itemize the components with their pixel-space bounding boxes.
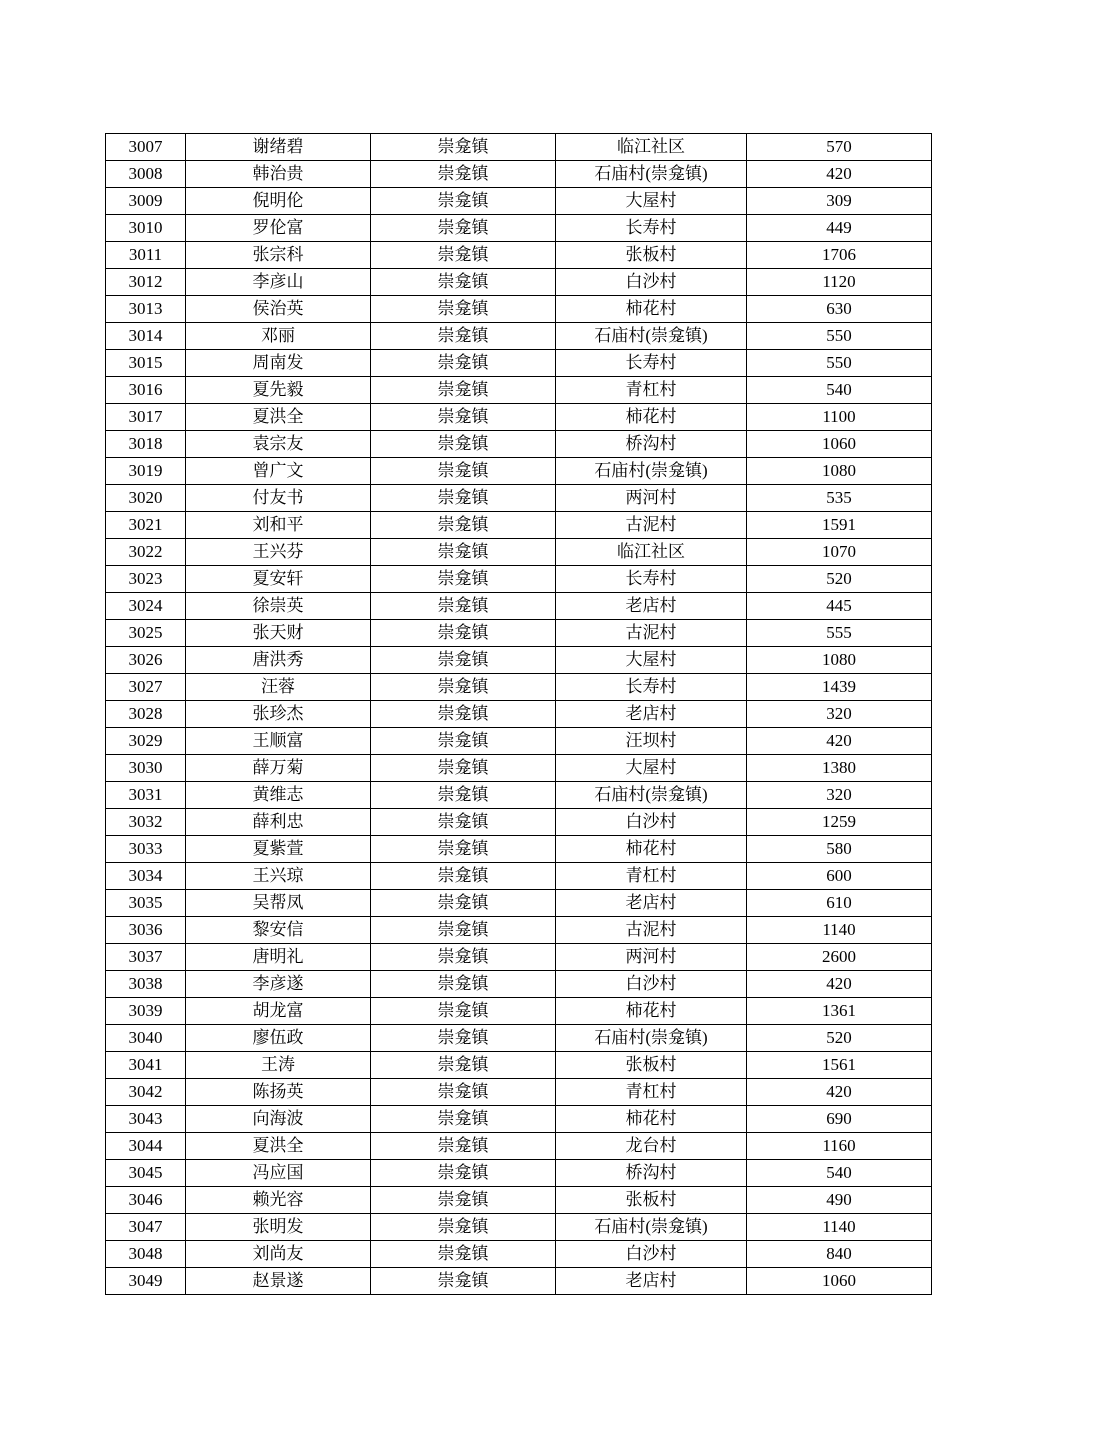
table-cell-id: 3032 [106,809,186,836]
table-cell-amount: 610 [747,890,932,917]
table-cell-id: 3021 [106,512,186,539]
table-cell-amount: 570 [747,134,932,161]
table-cell-amount: 309 [747,188,932,215]
table-cell-town: 崇龛镇 [371,998,556,1025]
table-cell-town: 崇龛镇 [371,917,556,944]
table-cell-id: 3038 [106,971,186,998]
table-cell-id: 3035 [106,890,186,917]
table-cell-village: 汪坝村 [556,728,747,755]
table-cell-id: 3012 [106,269,186,296]
table-cell-town: 崇龛镇 [371,296,556,323]
table-cell-amount: 580 [747,836,932,863]
table-cell-name: 陈扬英 [186,1079,371,1106]
table-row [106,350,932,377]
table-cell-name: 黎安信 [186,917,371,944]
table-cell-id: 3008 [106,161,186,188]
table-cell-town: 崇龛镇 [371,1025,556,1052]
table-row [106,485,932,512]
table-cell-id: 3031 [106,782,186,809]
table-cell-amount: 1100 [747,404,932,431]
table-cell-town: 崇龛镇 [371,971,556,998]
table-cell-village: 桥沟村 [556,431,747,458]
table-cell-town: 崇龛镇 [371,1268,556,1295]
table-cell-village: 白沙村 [556,971,747,998]
table-cell-village: 白沙村 [556,269,747,296]
table-cell-name: 唐明礼 [186,944,371,971]
table-cell-name: 袁宗友 [186,431,371,458]
table-cell-amount: 600 [747,863,932,890]
table-cell-name: 谢绪碧 [186,134,371,161]
table-cell-amount: 445 [747,593,932,620]
table-cell-name: 刘尚友 [186,1241,371,1268]
table-row [106,431,932,458]
table-cell-name: 张宗科 [186,242,371,269]
table-cell-name: 刘和平 [186,512,371,539]
table-cell-amount: 1140 [747,1214,932,1241]
table-cell-name: 冯应国 [186,1160,371,1187]
table-cell-id: 3024 [106,593,186,620]
table-cell-id: 3039 [106,998,186,1025]
table-cell-id: 3049 [106,1268,186,1295]
table-cell-name: 张天财 [186,620,371,647]
table-cell-id: 3009 [106,188,186,215]
table-cell-amount: 550 [747,350,932,377]
table-cell-village: 石庙村(崇龛镇) [556,161,747,188]
table-cell-village: 石庙村(崇龛镇) [556,1025,747,1052]
table-cell-town: 崇龛镇 [371,836,556,863]
table-cell-id: 3036 [106,917,186,944]
table-cell-name: 徐崇英 [186,593,371,620]
table-cell-name: 曾广文 [186,458,371,485]
table-row [106,296,932,323]
table-row [106,944,932,971]
table-row [106,539,932,566]
table-cell-id: 3010 [106,215,186,242]
table-cell-village: 青杠村 [556,863,747,890]
table-cell-town: 崇龛镇 [371,323,556,350]
table-cell-town: 崇龛镇 [371,431,556,458]
table-cell-village: 长寿村 [556,674,747,701]
table-cell-id: 3014 [106,323,186,350]
table-cell-town: 崇龛镇 [371,1160,556,1187]
table-cell-id: 3015 [106,350,186,377]
table-cell-town: 崇龛镇 [371,1133,556,1160]
table-row [106,188,932,215]
table-cell-amount: 520 [747,566,932,593]
table-cell-town: 崇龛镇 [371,134,556,161]
table-cell-name: 廖伍政 [186,1025,371,1052]
table-cell-town: 崇龛镇 [371,1187,556,1214]
table-cell-amount: 1140 [747,917,932,944]
table-cell-amount: 1070 [747,539,932,566]
table-row [106,269,932,296]
table-cell-village: 大屋村 [556,755,747,782]
table-row [106,755,932,782]
table-cell-village: 张板村 [556,1052,747,1079]
table-cell-name: 韩治贵 [186,161,371,188]
table-row [106,593,932,620]
table-cell-town: 崇龛镇 [371,242,556,269]
table-cell-village: 青杠村 [556,377,747,404]
table-cell-amount: 1160 [747,1133,932,1160]
table-cell-id: 3017 [106,404,186,431]
table-cell-village: 白沙村 [556,809,747,836]
table-cell-id: 3029 [106,728,186,755]
table-cell-village: 张板村 [556,1187,747,1214]
table-cell-village: 古泥村 [556,512,747,539]
table-cell-amount: 550 [747,323,932,350]
table-cell-amount: 2600 [747,944,932,971]
table-cell-village: 青杠村 [556,1079,747,1106]
table-cell-amount: 420 [747,161,932,188]
table-cell-village: 石庙村(崇龛镇) [556,323,747,350]
table-cell-amount: 1120 [747,269,932,296]
table-cell-village: 老店村 [556,1268,747,1295]
table-cell-amount: 1380 [747,755,932,782]
table-cell-amount: 1060 [747,1268,932,1295]
table-cell-id: 3034 [106,863,186,890]
table-cell-id: 3042 [106,1079,186,1106]
table-row [106,215,932,242]
table-row [106,863,932,890]
table-cell-village: 石庙村(崇龛镇) [556,1214,747,1241]
table-cell-name: 黄维志 [186,782,371,809]
table-cell-name: 倪明伦 [186,188,371,215]
table-row [106,998,932,1025]
table-cell-village: 白沙村 [556,1241,747,1268]
table-cell-name: 李彦遂 [186,971,371,998]
table-cell-town: 崇龛镇 [371,620,556,647]
table-cell-town: 崇龛镇 [371,566,556,593]
table-cell-name: 付友书 [186,485,371,512]
records-table [105,133,932,1295]
table-cell-village: 古泥村 [556,620,747,647]
table-cell-id: 3016 [106,377,186,404]
table-row [106,917,932,944]
table-row [106,620,932,647]
table-cell-village: 柿花村 [556,296,747,323]
table-cell-name: 王兴芬 [186,539,371,566]
table-cell-id: 3026 [106,647,186,674]
table-cell-amount: 690 [747,1106,932,1133]
table-row [106,836,932,863]
table-row [106,1214,932,1241]
table-cell-town: 崇龛镇 [371,377,556,404]
table-cell-id: 3007 [106,134,186,161]
table-cell-id: 3027 [106,674,186,701]
table-cell-name: 周南发 [186,350,371,377]
table-cell-town: 崇龛镇 [371,701,556,728]
table-row [106,647,932,674]
table-cell-village: 两河村 [556,944,747,971]
table-cell-town: 崇龛镇 [371,782,556,809]
table-row [106,1052,932,1079]
table-cell-name: 向海波 [186,1106,371,1133]
table-cell-name: 赖光容 [186,1187,371,1214]
table-cell-amount: 449 [747,215,932,242]
table-cell-village: 老店村 [556,701,747,728]
table-cell-name: 王涛 [186,1052,371,1079]
table-cell-name: 赵景遂 [186,1268,371,1295]
table-cell-name: 夏安轩 [186,566,371,593]
table-row [106,1160,932,1187]
table-cell-town: 崇龛镇 [371,485,556,512]
table-cell-village: 长寿村 [556,566,747,593]
table-cell-town: 崇龛镇 [371,809,556,836]
table-cell-name: 李彦山 [186,269,371,296]
table-cell-name: 王兴琼 [186,863,371,890]
table-cell-name: 夏洪全 [186,404,371,431]
table-cell-town: 崇龛镇 [371,890,556,917]
table-cell-id: 3045 [106,1160,186,1187]
table-row [106,890,932,917]
table-cell-name: 唐洪秀 [186,647,371,674]
table-cell-village: 临江社区 [556,134,747,161]
table-cell-name: 吴帮凤 [186,890,371,917]
table-row [106,1268,932,1295]
table-row [106,782,932,809]
table-cell-town: 崇龛镇 [371,458,556,485]
table-cell-id: 3033 [106,836,186,863]
table-row [106,1106,932,1133]
table-cell-village: 长寿村 [556,215,747,242]
table-cell-amount: 540 [747,377,932,404]
table-cell-amount: 630 [747,296,932,323]
table-cell-village: 石庙村(崇龛镇) [556,458,747,485]
table-cell-amount: 320 [747,782,932,809]
table-cell-village: 临江社区 [556,539,747,566]
table-cell-town: 崇龛镇 [371,350,556,377]
table-cell-village: 大屋村 [556,188,747,215]
table-cell-name: 罗伦富 [186,215,371,242]
table-row [106,161,932,188]
table-cell-village: 柿花村 [556,1106,747,1133]
table-cell-amount: 1080 [747,458,932,485]
table-cell-id: 3037 [106,944,186,971]
table-cell-id: 3047 [106,1214,186,1241]
table-cell-town: 崇龛镇 [371,1106,556,1133]
table-cell-amount: 540 [747,1160,932,1187]
table-cell-town: 崇龛镇 [371,1214,556,1241]
table-cell-town: 崇龛镇 [371,674,556,701]
table-cell-amount: 320 [747,701,932,728]
table-cell-town: 崇龛镇 [371,755,556,782]
records-table-body [106,134,932,1295]
table-cell-id: 3022 [106,539,186,566]
table-cell-amount: 1706 [747,242,932,269]
table-cell-amount: 420 [747,1079,932,1106]
table-cell-village: 龙台村 [556,1133,747,1160]
table-cell-town: 崇龛镇 [371,404,556,431]
table-cell-town: 崇龛镇 [371,188,556,215]
table-cell-name: 薛万菊 [186,755,371,782]
table-row [106,674,932,701]
table-row [106,242,932,269]
table-cell-name: 侯治英 [186,296,371,323]
table-cell-id: 3013 [106,296,186,323]
table-cell-name: 夏洪全 [186,1133,371,1160]
table-cell-amount: 1561 [747,1052,932,1079]
table-cell-id: 3018 [106,431,186,458]
table-cell-village: 两河村 [556,485,747,512]
table-cell-town: 崇龛镇 [371,593,556,620]
table-cell-amount: 840 [747,1241,932,1268]
table-row [106,323,932,350]
table-cell-village: 老店村 [556,593,747,620]
table-cell-amount: 1060 [747,431,932,458]
table-cell-village: 老店村 [556,890,747,917]
table-row [106,809,932,836]
table-cell-name: 张珍杰 [186,701,371,728]
table-cell-id: 3041 [106,1052,186,1079]
table-cell-amount: 555 [747,620,932,647]
table-cell-name: 汪蓉 [186,674,371,701]
table-row [106,134,932,161]
table-row [106,404,932,431]
table-cell-village: 大屋村 [556,647,747,674]
table-cell-town: 崇龛镇 [371,1052,556,1079]
table-cell-id: 3040 [106,1025,186,1052]
table-cell-amount: 490 [747,1187,932,1214]
table-cell-town: 崇龛镇 [371,944,556,971]
table-cell-amount: 1591 [747,512,932,539]
table-cell-name: 邓丽 [186,323,371,350]
table-cell-town: 崇龛镇 [371,161,556,188]
table-row [106,728,932,755]
table-cell-village: 长寿村 [556,350,747,377]
table-cell-name: 夏紫萱 [186,836,371,863]
table-cell-village: 柿花村 [556,404,747,431]
table-cell-town: 崇龛镇 [371,1079,556,1106]
table-cell-name: 薛利忠 [186,809,371,836]
table-cell-id: 3048 [106,1241,186,1268]
table-cell-town: 崇龛镇 [371,728,556,755]
table-row [106,1079,932,1106]
table-cell-amount: 1361 [747,998,932,1025]
table-cell-id: 3043 [106,1106,186,1133]
table-row [106,377,932,404]
table-cell-town: 崇龛镇 [371,539,556,566]
table-cell-village: 柿花村 [556,836,747,863]
table-cell-town: 崇龛镇 [371,215,556,242]
table-row [106,1187,932,1214]
table-cell-amount: 1439 [747,674,932,701]
table-cell-id: 3046 [106,1187,186,1214]
table-cell-town: 崇龛镇 [371,647,556,674]
table-row [106,1241,932,1268]
table-cell-id: 3044 [106,1133,186,1160]
table-cell-village: 柿花村 [556,998,747,1025]
table-cell-amount: 520 [747,1025,932,1052]
table-row [106,512,932,539]
table-cell-town: 崇龛镇 [371,863,556,890]
table-cell-id: 3025 [106,620,186,647]
table-cell-id: 3023 [106,566,186,593]
table-row [106,458,932,485]
table-cell-name: 胡龙富 [186,998,371,1025]
table-cell-town: 崇龛镇 [371,269,556,296]
table-cell-name: 王顺富 [186,728,371,755]
table-row [106,971,932,998]
table-cell-name: 夏先毅 [186,377,371,404]
table-cell-amount: 420 [747,971,932,998]
table-cell-amount: 1080 [747,647,932,674]
table-cell-id: 3020 [106,485,186,512]
table-cell-id: 3030 [106,755,186,782]
table-row [106,1025,932,1052]
table-row [106,701,932,728]
table-cell-town: 崇龛镇 [371,512,556,539]
table-cell-village: 桥沟村 [556,1160,747,1187]
table-cell-town: 崇龛镇 [371,1241,556,1268]
table-cell-name: 张明发 [186,1214,371,1241]
table-cell-amount: 1259 [747,809,932,836]
table-cell-amount: 420 [747,728,932,755]
table-cell-id: 3019 [106,458,186,485]
table-row [106,1133,932,1160]
table-cell-amount: 535 [747,485,932,512]
table-cell-id: 3011 [106,242,186,269]
table-cell-village: 古泥村 [556,917,747,944]
table-row [106,566,932,593]
table-cell-village: 石庙村(崇龛镇) [556,782,747,809]
table-cell-village: 张板村 [556,242,747,269]
table-cell-id: 3028 [106,701,186,728]
